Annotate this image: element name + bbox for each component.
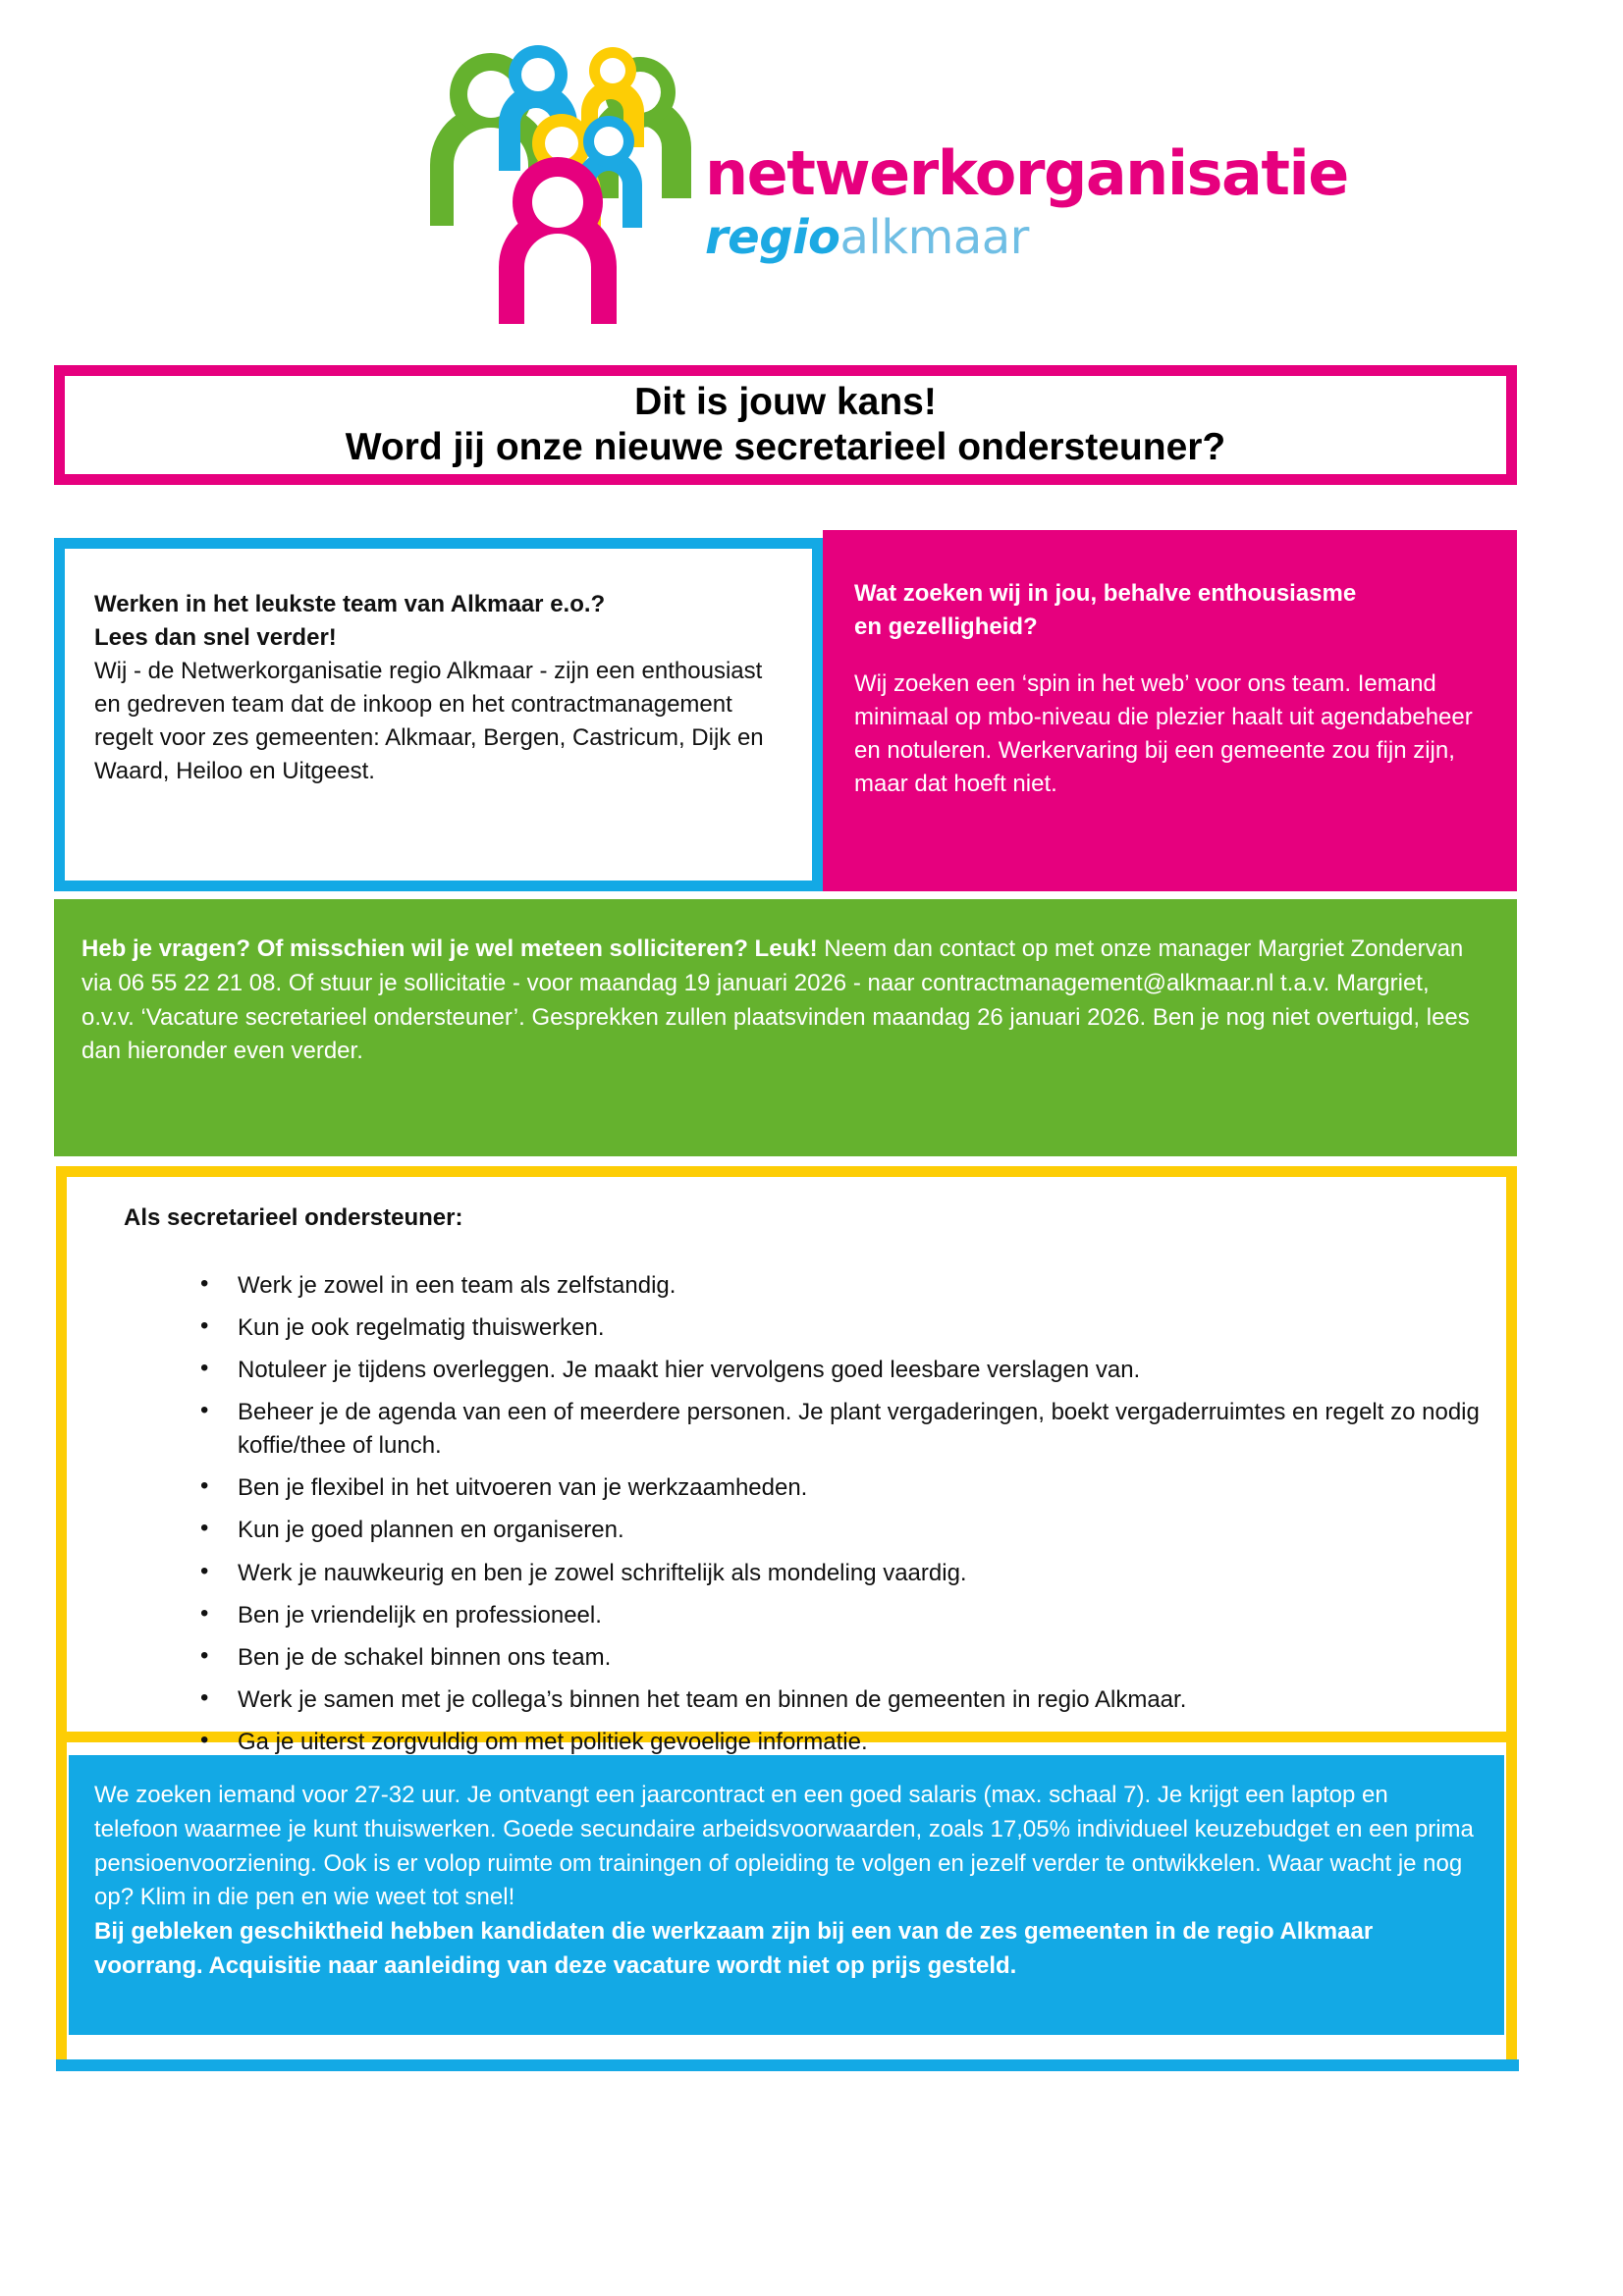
contact-bold-intro: Heb je vragen? Of misschien wil je wel meteen solliciteren? Leuk! <box>81 935 818 962</box>
tasks-bullet-list <box>92 1269 1481 1759</box>
intro-left-heading-1: Werken in het leukste team van Alkmaar e.o.? <box>94 591 606 617</box>
intro-right-text <box>854 577 1488 801</box>
list-item: • Beheer je de agenda van een of meerdere personen. Je plant vergaderingen, boekt vergaderruimtes en regelt zo nodig koffie/thee of lunch. <box>92 1396 1481 1463</box>
headline-line-2: Word jij onze nieuwe secretarieel ondersteuner? <box>345 426 1226 468</box>
list-item: • Werk je samen met je collega’s binnen het team en binnen de gemeenten in regio Alkmaar. <box>92 1683 1481 1717</box>
list-item: • Notuleer je tijdens overleggen. Je maakt hier vervolgens goed leesbare verslagen van. <box>92 1354 1481 1387</box>
people-group-logo-icon <box>393 18 727 332</box>
logo-alkmaar-word: alkmaar <box>839 210 1029 265</box>
tasks-panel <box>56 1166 1517 1755</box>
two-column-section <box>54 538 1517 891</box>
intro-panel-left <box>54 538 823 891</box>
intro-right-spacer <box>854 644 1488 667</box>
logo-header <box>0 0 1623 339</box>
logo-wordmark <box>705 137 1348 265</box>
list-item: • Ben je vriendelijk en professioneel. <box>92 1599 1481 1632</box>
intro-panel-right <box>823 530 1517 891</box>
list-item: • Ga je uiterst zorgvuldig om met politiek gevoelige informatie. <box>92 1726 1481 1759</box>
yellow-frame-left-rail <box>56 1742 67 2059</box>
offer-panel <box>69 1755 1504 2035</box>
headline-line-1: Dit is jouw kans! <box>634 380 937 423</box>
intro-right-heading-2: en gezelligheid? <box>854 614 1038 641</box>
logo-regio-word: regio <box>705 210 840 265</box>
bottom-blue-rule <box>56 2059 1519 2071</box>
list-item: • Werk je nauwkeurig en ben je zowel schriftelijk als mondeling vaardig. <box>92 1557 1481 1590</box>
contact-panel <box>54 899 1517 1156</box>
list-item: • Kun je ook regelmatig thuiswerken. <box>92 1311 1481 1345</box>
list-item: • Kun je goed plannen en organiseren. <box>92 1514 1481 1547</box>
intro-left-heading-2: Lees dan snel verder! <box>94 624 337 652</box>
contact-text <box>81 933 1480 1069</box>
list-item: • Ben je flexibel in het uitvoeren van je werkzaamheden. <box>92 1471 1481 1505</box>
contact-body: Neem dan contact op met onze manager Margriet Zondervan via 06 55 22 21 08. Of stuur je sollicitatie - voor maandag 19 januari 2026 - naar contractmanagement@alkmaar.nl t.a.v. Margriet, o.v.v. ‘Vacature secretarieel ondersteuner’. Gesprekken zullen plaatsvinden maandag 26 januari 2026. Ben je nog niet overtuigd, lees dan hieronder even verder. <box>81 935 1470 1065</box>
list-item: • Werk je zowel in een team als zelfstandig. <box>92 1269 1481 1303</box>
intro-left-text <box>94 588 783 788</box>
yellow-frame-right-rail <box>1506 1742 1517 2059</box>
headline-banner <box>54 365 1517 485</box>
offer-paragraph-1: We zoeken iemand voor 27-32 uur. Je ontvangt een jaarcontract en een goed salaris (max. schaal 7). Je krijgt een laptop en telefoon waarmee je kunt thuiswerken. Goede secundaire arbeidsvoorwaarden, zoals 17,05% individueel keuzebudget en een prima pensioenvoorziening. Ook is er volop ruimte om trainingen of opleiding te volgen en jezelf verder te ontwikkelen. Waar wacht je nog op? Klim in die pen en wie weet tot snel! <box>94 1782 1474 1911</box>
logo-org-name: netwerkorganisatie <box>705 137 1348 209</box>
intro-left-body: Wij - de Netwerkorganisatie regio Alkmaar - zijn een enthousiast en gedreven team dat de inkoop en het contractmanagement regelt voor zes gemeenten: Alkmaar, Bergen, Castricum, Dijk en Waard, Heiloo en Uitgeest. <box>94 658 764 785</box>
intro-right-body: Wij zoeken een ‘spin in het web’ voor ons team. Iemand minimaal op mbo-niveau die plezier haalt uit agendabeheer en notuleren. Werkervaring bij een gemeente zou fijn zijn, maar dat hoeft niet. <box>854 670 1473 798</box>
tasks-title: Als secretarieel ondersteuner: <box>124 1204 463 1231</box>
logo-tagline <box>705 210 1348 265</box>
intro-right-heading-1: Wat zoeken wij in jou, behalve enthousiasme <box>854 580 1357 607</box>
list-item: • Ben je de schakel binnen ons team. <box>92 1641 1481 1675</box>
offer-paragraph-2: Bij gebleken geschiktheid hebben kandidaten die werkzaam zijn bij een van de zes gemeenten in de regio Alkmaar voorrang. Acquisitie naar aanleiding van deze vacature wordt niet op prijs gesteld. <box>94 1918 1374 1979</box>
